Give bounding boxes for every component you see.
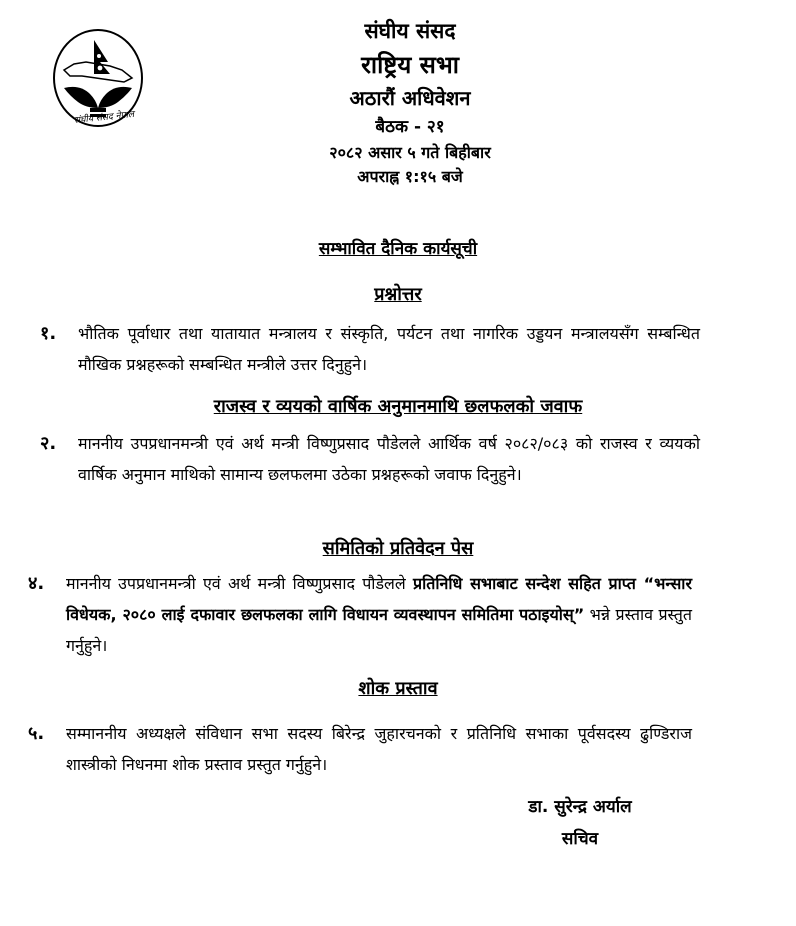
emblem-caption: संघीय संसद नेपाल	[73, 109, 135, 127]
item-text: सम्माननीय अध्यक्षले संविधान सभा सदस्य बिरेन्द्र जुहारचनको र प्रतिनिधि सभाका पूर्वसदस्य ढुण्डिराज शास्त्रीको निधनमा शोक प्रस्ताव प्रस्तुत गर्नुहुने।	[66, 724, 692, 774]
document-header	[170, 18, 650, 187]
meeting-time: अपराह्न १:१५ बजे	[357, 166, 463, 186]
section-heading-condolence: शोक प्रस्ताव	[358, 678, 438, 699]
session-title: अठारौं अधिवेशन	[349, 86, 471, 111]
item-text-bold: प्रतिनिधि सभाबाट सन्देश सहित प्राप्त “भन्सार विधेयक, २०८० लाई दफावार छलफलका लागि विधायन व्यवस्थापन समितिमा पठाइयोस्”	[66, 574, 692, 624]
item-text: माननीय उपप्रधानमन्त्री एवं अर्थ मन्त्री विष्णुप्रसाद पौडेलले आर्थिक वर्ष २०८२/०८३ को राजस्व र व्ययको वार्षिक अनुमान माथिको सामान्य छलफलमा उठेका प्रश्नहरूको जवाफ दिनुहुने।	[78, 434, 700, 484]
item-number: १.	[40, 323, 57, 344]
parliament-name: संघीय संसद	[364, 19, 456, 43]
agenda-item	[28, 718, 692, 780]
item-number: ५.	[28, 723, 45, 744]
item-text	[66, 568, 692, 661]
item-text-post: भन्ने प्रस्ताव प्रस्तुत गर्नुहुने।	[66, 605, 693, 655]
meeting-number: बैठक - २१	[375, 117, 445, 138]
agenda-item	[28, 568, 692, 661]
meeting-date: २०८२ असार ५ गते बिहीबार	[329, 142, 491, 162]
item-number: ४.	[28, 573, 45, 594]
item-text: भौतिक पूर्वाधार तथा यातायात मन्त्रालय र संस्कृति, पर्यटन तथा नागरिक उड्डयन मन्त्रालयसँग सम्बन्धित मौखिक प्रश्नहरूको सम्बन्धित मन्त्रीले उत्तर दिनुहुने।	[78, 324, 700, 374]
agenda-title: सम्भावित दैनिक कार्यसूची	[318, 239, 478, 259]
agenda-item	[40, 428, 700, 490]
section-heading-committee-report: समितिको प्रतिवेदन पेस	[322, 538, 474, 559]
signatory-title: सचिव	[561, 829, 599, 849]
signatory-name: डा. सुरेन्द्र अर्याल	[528, 797, 632, 817]
item-number: २.	[40, 433, 57, 454]
agenda-item	[40, 318, 700, 380]
section-heading-budget-reply: राजस्व र व्ययको वार्षिक अनुमानमाथि छलफलको जवाफ	[213, 396, 583, 417]
item-text-pre: माननीय उपप्रधानमन्त्री एवं अर्थ मन्त्री विष्णुप्रसाद पौडेलले	[66, 574, 413, 593]
house-name: राष्ट्रिय सभा	[361, 51, 459, 80]
section-heading-question-answer: प्रश्नोत्तर	[374, 284, 422, 305]
